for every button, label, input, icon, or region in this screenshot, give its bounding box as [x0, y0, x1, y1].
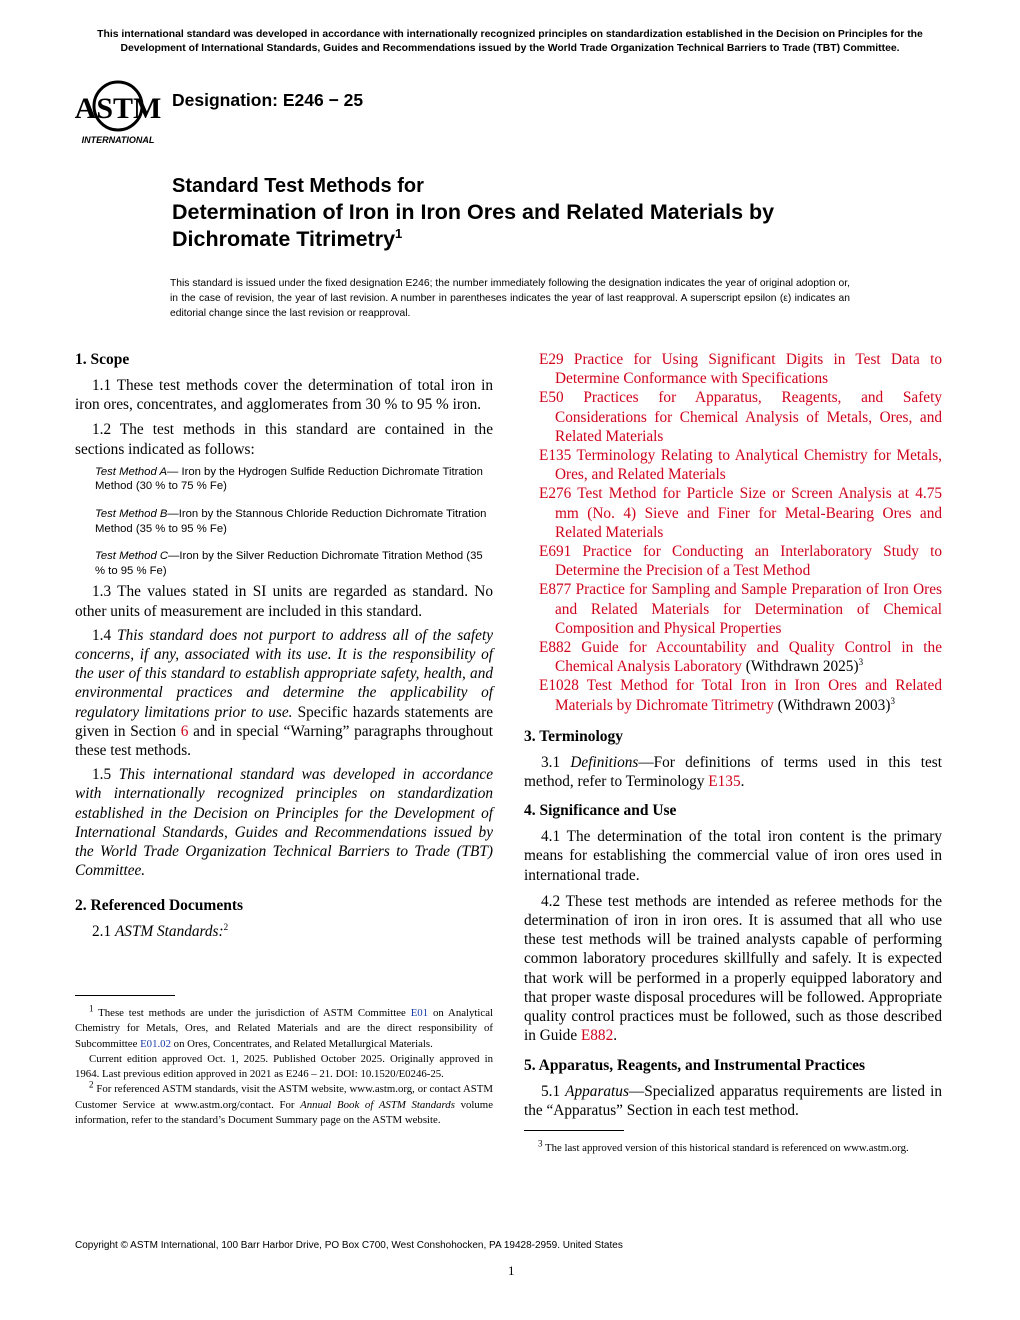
- para-4-2-text: 4.2 These test methods are intended as referee methods for the determination of iron in iron ores. It is assumed that all who use these test methods will be trained analysts capable of performing common laboratory procedures skillfully and safely. It is expected that work will be performed in a properly equipped laboratory and that proper waste disposal procedures will be followed. Appropriate quality control practices must be followed, such as those described in Guide: [524, 892, 942, 1045]
- method-a-name: Test Method A—: [95, 465, 179, 478]
- ref-e882-sup: 3: [858, 657, 864, 668]
- footnote-1: [75, 1003, 493, 1052]
- para-5-1-num: 5.1: [541, 1082, 566, 1100]
- fn2-italic: Annual Book of ASTM Standards: [300, 1098, 455, 1111]
- ref-e1028-withdrawn: (Withdrawn 2003): [773, 696, 891, 714]
- left-footnotes: [75, 995, 493, 1128]
- copyright-line: Copyright © ASTM International, 100 Barr Harbor Drive, PO Box C700, West Conshohocken, PA 19428-2959. United States: [75, 1240, 623, 1251]
- para-2-1-num: 2.1: [92, 923, 115, 941]
- ref-e1028-code[interactable]: E1028: [539, 677, 579, 695]
- ref-e882-withdrawn: (Withdrawn 2025): [741, 658, 859, 676]
- method-b-name: Test Method B—: [95, 508, 179, 520]
- fn1-c: on Ores, Concentrates, and Related Metallurgical Materials.: [170, 1037, 433, 1050]
- para-4-2-end: .: [613, 1027, 618, 1045]
- para-1-5-italic: This international standard was developed in accordance with internationally recognized principles on standardization established in the Decision on Principles for the Development of International Standards, Guides and Recommendations issued by the World Trade Organization Technical Barriers to Trade (TBT) Committee.: [75, 766, 493, 880]
- para-1-3: 1.3 The values stated in SI units are regarded as standard. No other units of measurement are included in this standard.: [75, 583, 493, 620]
- wto-notice: This international standard was developed in accordance with internationally recognized principles on standardization established in the Decision on Principles for the Development of International Standards, Guides and Recommendations issued by the World Trade Organization Technical Barriers to Trade (TBT) Committee.: [97, 29, 923, 54]
- footnote-1-edition: Current edition approved Oct. 1, 2025. Published October 2025. Originally approved in 1964. Last previous edition approved in 2021 as E246 – 21. DOI: 10.1520/E0246-25.: [75, 1052, 493, 1081]
- issue-statement: This standard is issued under the fixed designation E246; the number immediately following the designation indicates the year of original adoption or, in the case of revision, the year of last revision. A number in parentheses indicates the year of last reapproval. A superscript epsilon (ε) indicates an editorial change since the last revision or reapproval.: [170, 278, 850, 319]
- method-c-name: Test Method C—: [95, 550, 180, 563]
- para-3-1-end: .: [740, 773, 745, 791]
- reference-e691: [524, 542, 942, 580]
- method-c-desc: Iron by the Silver Reduction Dichromate Titration Method (35 % to 95 % Fe): [95, 550, 483, 577]
- para-5-1-italic: Apparatus: [565, 1082, 629, 1100]
- para-4-2: [524, 892, 942, 1046]
- document-title: [172, 174, 892, 253]
- ref-e882-code[interactable]: E882: [539, 639, 572, 657]
- para-3-1-italic: Definitions: [570, 753, 639, 771]
- ref-e135-text[interactable]: Terminology Relating to Analytical Chemistry for Metals, Ores, and Related Materials: [555, 447, 942, 484]
- section-6-link[interactable]: 6: [180, 722, 189, 740]
- ref-e276-text[interactable]: Test Method for Particle Size or Screen Analysis at 4.75 mm (No. 4) Sieve and Finer for Metal-Bearing Ores and Related Materials: [555, 485, 942, 541]
- para-2-1: [75, 922, 493, 941]
- ref-e877-text[interactable]: Practice for Sampling and Sample Preparation of Iron Ores and Related Materials for Determination of Chemical Composition and Physical Properties: [555, 581, 942, 637]
- method-a: [95, 465, 493, 494]
- ref-e135-code[interactable]: E135: [539, 447, 572, 465]
- para-1-5-num: 1.5: [92, 766, 119, 784]
- method-b: [95, 507, 493, 536]
- para-5-1: [524, 1082, 942, 1120]
- terminology-e135-link[interactable]: E135: [708, 773, 741, 791]
- section-1-heading: 1. Scope: [75, 351, 130, 368]
- astm-logo: [74, 76, 162, 146]
- para-1-4-rest-b: and in special “Warning” paragraphs throughout these test methods.: [75, 722, 493, 759]
- section-2-heading: 2. Referenced Documents: [75, 897, 244, 915]
- para-1-1: 1.1 These test methods cover the determination of total iron in iron ores, concentrates, and agglomerates from 30 % to 95 % iron.: [75, 377, 493, 414]
- para-5-1-text: —Specialized apparatus requirements are listed in the “Apparatus” Section in each test method.: [524, 1082, 942, 1119]
- right-footnotes: [524, 1130, 942, 1156]
- footnote-3: [524, 1138, 942, 1156]
- para-1-4-rest-a: Specific hazards statements are given in Section: [75, 703, 493, 740]
- right-column: [524, 350, 942, 1120]
- para-1-4-num: 1.4: [92, 626, 118, 644]
- page-number: 1: [508, 1263, 515, 1278]
- reference-e1028: [524, 676, 942, 714]
- reference-e882: [524, 638, 942, 676]
- ref-e276-code[interactable]: E276: [539, 485, 572, 503]
- fn1-mark: 1: [89, 1003, 94, 1014]
- method-c: [95, 549, 493, 578]
- para-1-4-italic: This standard does not purport to address all of the safety concerns, if any, associated with its use. It is the responsibility of the user of this standard to establish appropriate safety, health, and environmental practices and determine the applicability of regulatory limitations prior to use.: [75, 626, 493, 721]
- guide-e882-link[interactable]: E882: [580, 1027, 614, 1045]
- para-2-1-sup: 2: [223, 922, 229, 933]
- method-b-desc: Iron by the Stannous Chloride Reduction Dichromate Titration Method (35 % to 95 % Fe): [95, 508, 487, 535]
- para-1-2: 1.2 The test methods in this standard are contained in the sections indicated as follows:: [75, 421, 493, 458]
- ref-e1028-text[interactable]: Test Method for Total Iron in Iron Ores and Related Materials by Dichromate Titrimetry: [555, 677, 942, 714]
- ref-e50-text[interactable]: Practices for Apparatus, Reagents, and Safety Considerations for Chemical Analysis of Metals, Ores, and Related Materials: [555, 389, 942, 445]
- fn3-mark: 3: [538, 1138, 543, 1149]
- logo-subtitle: INTERNATIONAL: [81, 135, 155, 145]
- fn1-b: on Analytical Chemistry for Metals, Ores, and Related Materials and are the direct responsibility of Subcommittee: [75, 1007, 493, 1050]
- reference-e29: [524, 350, 942, 388]
- footnote-2: [75, 1079, 493, 1128]
- ref-e882-text[interactable]: Guide for Accountability and Quality Control in the Chemical Analysis Laboratory: [555, 639, 942, 676]
- ref-e691-code[interactable]: E691: [539, 543, 572, 561]
- reference-e135: [524, 446, 942, 484]
- section-4-heading: 4. Significance and Use: [524, 802, 677, 820]
- reference-e276: [524, 484, 942, 542]
- ref-e1028-sup: 3: [890, 695, 895, 706]
- para-3-1-text: —For definitions of terms used in this test method, refer to Terminology: [524, 753, 942, 791]
- section-5-heading: 5. Apparatus, Reagents, and Instrumental Practices: [524, 1056, 865, 1074]
- logo-letters: ASTM: [74, 92, 162, 125]
- title-footnote-mark: 1: [395, 225, 403, 241]
- reference-list: [524, 350, 942, 715]
- para-3-1: [524, 753, 942, 791]
- fn2-b: volume information, refer to the standard’s Document Summary page on the ASTM website.: [75, 1098, 493, 1127]
- ref-e877-code[interactable]: E877: [539, 581, 572, 599]
- title-line-1: Standard Test Methods for: [172, 175, 424, 197]
- fn3-text: The last approved version of this historical standard is referenced on www.astm.org.: [542, 1142, 909, 1154]
- ref-e29-text[interactable]: Practice for Using Significant Digits in Test Data to Determine Conformance with Specifications: [555, 351, 942, 388]
- ref-e50-code[interactable]: E50: [539, 389, 564, 407]
- designation: Designation: E246 − 25: [172, 90, 364, 110]
- method-a-desc: Iron by the Hydrogen Sulfide Reduction Dichromate Titration Method (30 % to 75 % Fe): [95, 465, 483, 493]
- para-1-4: [75, 626, 493, 760]
- reference-e50: [524, 388, 942, 446]
- para-1-5: [75, 765, 493, 880]
- para-3-1-num: 3.1: [541, 753, 571, 771]
- para-2-1-italic: ASTM Standards:: [114, 923, 224, 941]
- title-line-2: Determination of Iron in Iron Ores and Related Materials by Dichromate Titrimetry: [172, 200, 775, 251]
- ref-e691-text[interactable]: Practice for Conducting an Interlaboratory Study to Determine the Precision of a Test Method: [555, 543, 942, 580]
- subcommittee-e0102-link[interactable]: E01.02: [140, 1037, 171, 1050]
- fn2-mark: 2: [89, 1079, 94, 1090]
- reference-e877: [524, 580, 942, 638]
- committee-e01-link[interactable]: E01: [410, 1007, 429, 1019]
- section-3-heading: 3. Terminology: [524, 727, 624, 745]
- para-4-1: 4.1 The determination of the total iron content is the primary means for establishing the commercial value of iron ores used in international trade.: [524, 828, 942, 884]
- fn1-a: These test methods are under the jurisdiction of ASTM Committee: [93, 1007, 411, 1019]
- ref-e29-code[interactable]: E29: [539, 351, 564, 368]
- astm-logo-mark: [74, 76, 162, 146]
- left-column: [75, 350, 493, 942]
- fn2-a: For referenced ASTM standards, visit the ASTM website, www.astm.org, or contact ASTM Customer Service at www.astm.org/contact. For: [75, 1083, 493, 1111]
